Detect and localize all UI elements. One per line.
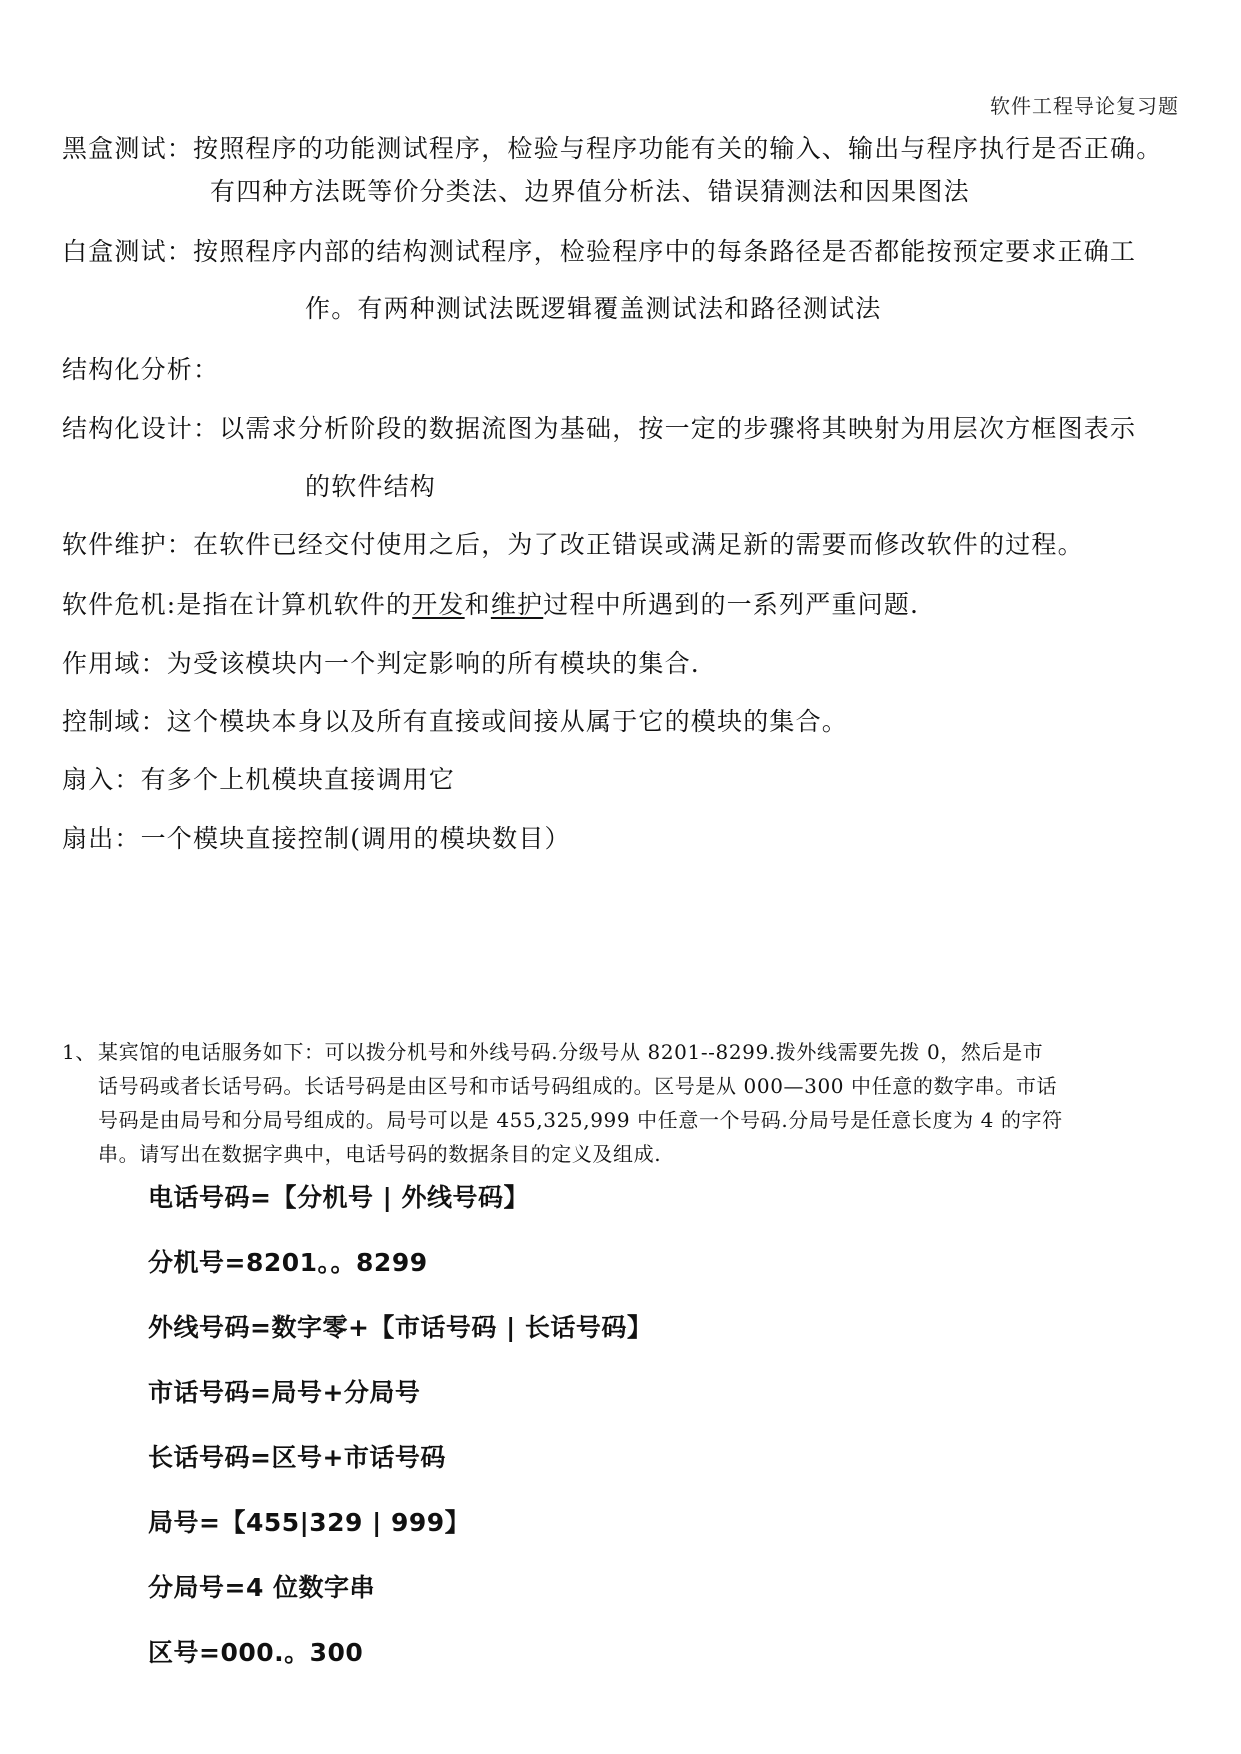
question-line: 某宾馆的电话服务如下：可以拨分机号和外线号码.分级号从 8201--8299.拨外线需要先拨 0，然后是市 [98,1040,1044,1064]
answer-area-code: 区号=000.。300 [148,1638,364,1667]
question-line: 号码是由局号和分局号组成的。局号可以是 455,325,999 中任意一个号码.分局号是任意长度为 4 的字符 [98,1108,1063,1132]
question-line: 话号码或者长话号码。长话号码是由区号和市话号码组成的。区号是从 000—300 中任意的数字串。市话 [98,1074,1058,1098]
answer-phone-number: 电话号码=【分机号 | 外线号码】 [148,1183,529,1212]
crisis-suffix: 过程中所遇到的一系列严重问题. [543,590,920,619]
definition-software-maintenance: 软件维护：在软件已经交付使用之后，为了改正错误或满足新的需要而修改软件的过程。 [62,530,1084,559]
question-number: 1、 [62,1040,96,1064]
crisis-and: 和 [464,590,491,619]
answer-local-number: 市话号码=局号+分局号 [148,1378,421,1407]
question-block [62,1035,1182,1171]
page-header: 软件工程导论复习题 [990,94,1179,118]
definition-white-box-testing: 白盒测试：按照程序内部的结构测试程序，检验程序中的每条路径是否都能按预定要求正确工 [62,237,1137,266]
answer-outside-line: 外线号码=数字零+【市话号码 | 长话号码】 [148,1313,653,1342]
answer-long-distance: 长话号码=区号+市话号码 [148,1443,446,1472]
definition-scope-of-effect: 作用域：为受该模块内一个判定影响的所有模块的集合. [62,649,700,678]
question-line: 串。请写出在数据字典中，电话号码的数据条目的定义及组成. [98,1142,662,1166]
definition-structured-analysis: 结构化分析： [62,355,220,384]
answer-extension: 分机号=8201。。8299 [148,1248,428,1277]
crisis-development: 开发 [412,590,465,619]
definition-software-crisis [62,590,919,620]
answer-office-code: 局号=【455|329 | 999】 [148,1508,471,1537]
crisis-prefix: 软件危机:是指在计算机软件的 [62,590,413,619]
definition-black-box-methods: 有四种方法既等价分类法、边界值分析法、错误猜测法和因果图法 [210,177,970,206]
answer-sub-office: 分局号=4 位数字串 [148,1573,376,1602]
definition-white-box-methods: 作。有两种测试法既逻辑覆盖测试法和路径测试法 [305,294,882,323]
definition-structured-design-cont: 的软件结构 [305,472,437,501]
question-text [98,1035,1182,1171]
definition-fan-in: 扇入：有多个上机模块直接调用它 [62,765,456,794]
definition-scope-of-control: 控制域：这个模块本身以及所有直接或间接从属于它的模块的集合。 [62,707,849,736]
definition-black-box-testing: 黑盒测试：按照程序的功能测试程序，检验与程序功能有关的输入、输出与程序执行是否正确。 [62,134,1163,163]
crisis-maintenance: 维护 [490,590,544,619]
definition-structured-design: 结构化设计：以需求分析阶段的数据流图为基础，按一定的步骤将其映射为用层次方框图表示 [62,414,1137,443]
definition-fan-out: 扇出：一个模块直接控制(调用的模块数目） [62,824,571,853]
